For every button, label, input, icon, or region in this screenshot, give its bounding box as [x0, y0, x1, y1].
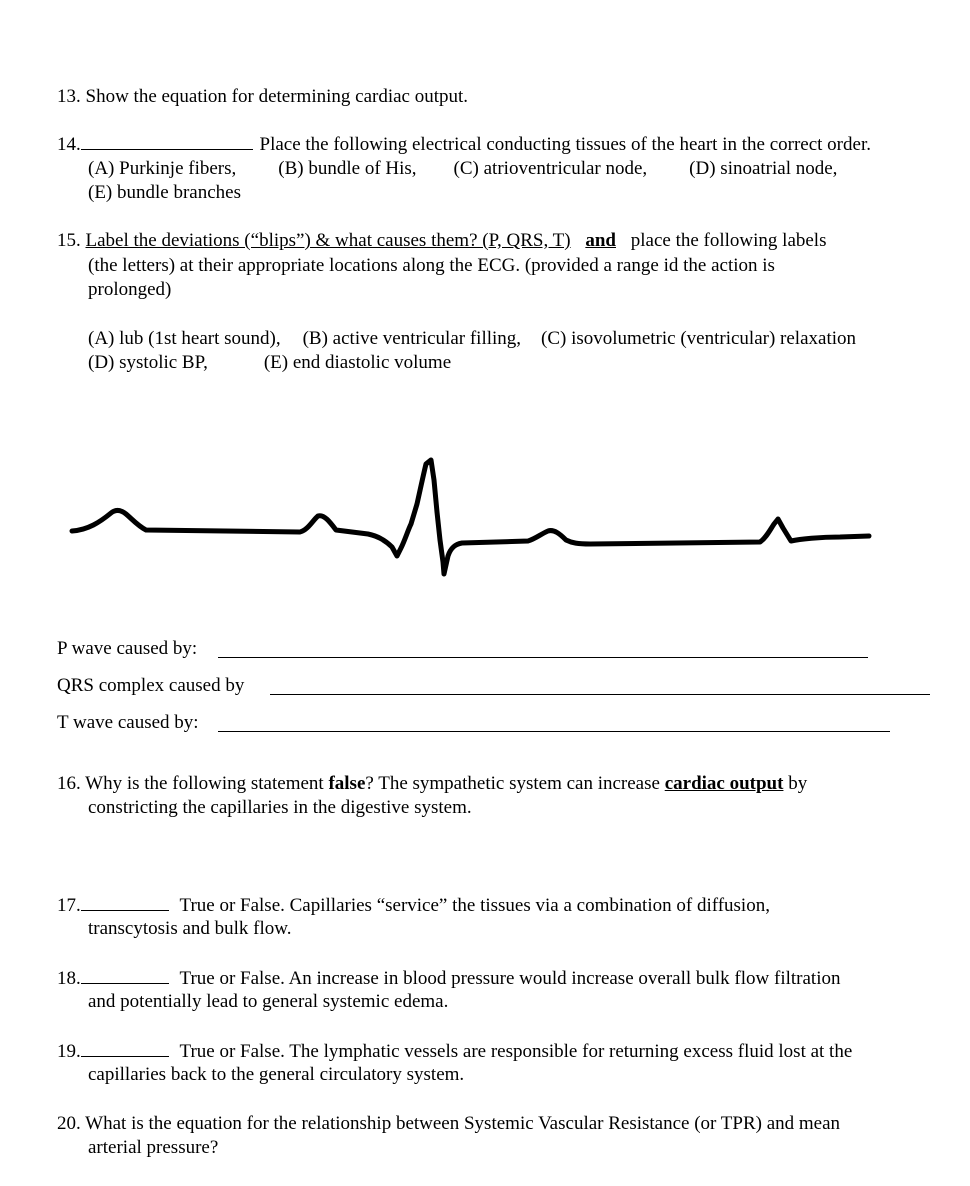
qrs-label: QRS complex caused by: [57, 675, 245, 696]
question-15-text: place the following labels: [630, 230, 827, 251]
answer-blank-14[interactable]: [81, 133, 253, 150]
question-16-line-2: constricting the capillaries in the digestive system.: [88, 797, 472, 818]
question-15-line-2: (the letters) at their appropriate locations along the ECG. (provided a range id the action is: [88, 255, 775, 276]
answer-blank-19[interactable]: [81, 1040, 169, 1057]
question-16-text: Why is the following statement: [85, 773, 324, 794]
option-d: (D) systolic BP,: [88, 352, 208, 373]
question-16-text-mid: ? The sympathetic system can increase: [365, 773, 660, 794]
option-a: (A) lub (1st heart sound),: [88, 328, 281, 349]
question-15: [57, 230, 826, 252]
question-number: 13.: [57, 86, 81, 107]
question-number: 17.: [57, 895, 81, 916]
question-18-line-2: and potentially lead to general systemic edema.: [88, 991, 449, 1012]
question-15-line-3: prolonged): [88, 279, 172, 300]
answer-blank-17[interactable]: [81, 894, 169, 911]
p-wave-answer-line[interactable]: [218, 657, 868, 658]
answer-blank-18[interactable]: [81, 967, 169, 984]
qrs-answer-line[interactable]: [270, 694, 930, 695]
question-16: [57, 773, 807, 795]
question-19-text: True or False. The lymphatic vessels are responsible for returning excess fluid lost at the: [179, 1041, 853, 1062]
question-19-line-2: capillaries back to the general circulatory system.: [88, 1064, 465, 1085]
option-b: (B) bundle of His,: [278, 158, 417, 179]
option-c: (C) atrioventricular node,: [453, 158, 648, 179]
ecg-trace: [72, 460, 869, 574]
question-20: [57, 1113, 840, 1135]
question-17-text: True or False. Capillaries “service” the tissues via a combination of diffusion,: [179, 895, 770, 916]
t-wave-label: T wave caused by:: [57, 712, 199, 733]
question-14-prompt: Place the following electrical conducting tissues of the heart in the correct order.: [259, 134, 871, 155]
question-number: 16.: [57, 773, 81, 794]
t-wave-answer-line[interactable]: [218, 731, 890, 732]
question-number: 14.: [57, 134, 81, 155]
question-14-options-row-2: [88, 182, 241, 204]
option-d: (D) sinoatrial node,: [689, 158, 838, 179]
question-18: [57, 967, 840, 990]
option-e: (E) bundle branches: [88, 182, 241, 203]
option-b: (B) active ventricular filling,: [302, 328, 522, 349]
option-c: (C) isovolumetric (ventricular) relaxation: [541, 328, 856, 349]
question-17: [57, 894, 770, 917]
question-18-text: True or False. An increase in blood pressure would increase overall bulk flow filtration: [179, 968, 841, 989]
question-20-text: What is the equation for the relationship between Systemic Vascular Resistance (or TPR) and mean: [85, 1113, 841, 1134]
question-13: [57, 86, 468, 108]
option-a: (A) Purkinje fibers,: [88, 158, 237, 179]
question-number: 19.: [57, 1041, 81, 1062]
question-number: 15.: [57, 230, 81, 251]
question-20-line-2: arterial pressure?: [88, 1137, 219, 1158]
question-14-options-row-1: [88, 158, 837, 180]
question-number: 18.: [57, 968, 81, 989]
question-16-text-end: by: [788, 773, 808, 794]
question-16-cardiac-output: cardiac output: [664, 773, 784, 794]
question-number: 20.: [57, 1113, 81, 1134]
question-19: [57, 1040, 852, 1063]
question-15-underlined: Label the deviations (“blips”) & what causes them? (P, QRS, T): [85, 230, 571, 251]
p-wave-label: P wave caused by:: [57, 638, 198, 659]
question-14: [57, 133, 871, 156]
question-16-false: false: [328, 773, 366, 794]
question-15-options-row-1: [88, 328, 856, 350]
question-15-options-row-2: [88, 352, 451, 374]
question-15-and: and: [585, 230, 616, 251]
question-17-line-2: transcytosis and bulk flow.: [88, 918, 292, 939]
option-e: (E) end diastolic volume: [263, 352, 452, 373]
question-13-text: Show the equation for determining cardiac output.: [85, 86, 469, 107]
